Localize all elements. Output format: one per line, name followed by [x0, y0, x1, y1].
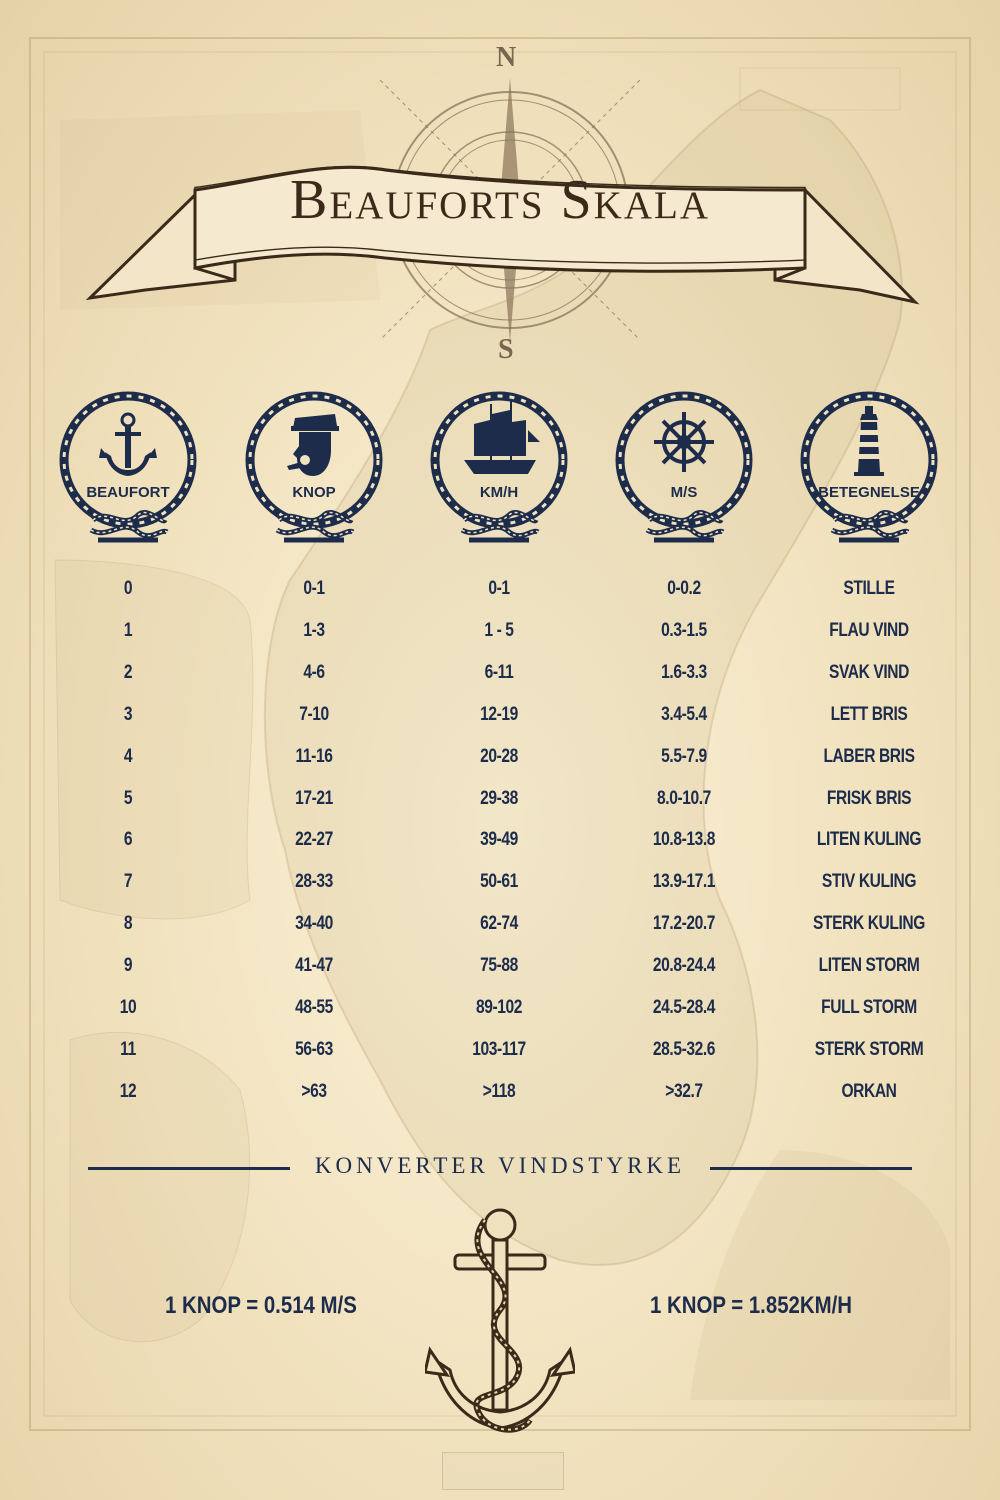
table-row — [0, 620, 1000, 660]
cell-kmh: 62-74 — [480, 913, 518, 935]
cell-knop: 56-63 — [295, 1038, 333, 1060]
cell-beaufort: 0 — [123, 578, 133, 599]
column-header-beaufort — [53, 380, 203, 560]
cell-knop: 0-1 — [303, 578, 325, 599]
lighthouse-icon — [794, 380, 944, 560]
cell-knop: 22-27 — [295, 829, 333, 851]
cell-beaufort: 10 — [119, 997, 137, 1018]
cell-betegnelse: STERK STORM — [814, 1038, 924, 1060]
cell-knop: 4-6 — [303, 661, 325, 683]
table-row — [0, 788, 1000, 828]
cell-knop: 7-10 — [299, 703, 329, 725]
column-header-betegnelse — [794, 380, 944, 560]
cell-knop: 1-3 — [303, 619, 325, 641]
table-row — [0, 662, 1000, 702]
column-header-label: BETEGNELSE — [818, 484, 920, 501]
cell-kmh: 89-102 — [475, 997, 523, 1018]
cell-ms: 13.9-17.1 — [652, 871, 716, 893]
cell-knop: 48-55 — [295, 997, 333, 1018]
cell-kmh: 103-117 — [472, 1038, 526, 1060]
archive-stamp — [442, 1452, 564, 1490]
cell-betegnelse: STIV KULING — [821, 871, 917, 893]
cell-beaufort: 4 — [123, 745, 133, 767]
cell-kmh: 1 - 5 — [484, 619, 514, 641]
cell-ms: 28.5-32.6 — [652, 1038, 716, 1060]
column-header-label: KM/H — [479, 484, 519, 501]
cell-kmh: 50-61 — [480, 871, 518, 893]
column-header-label: BEAUFORT — [86, 484, 170, 501]
cell-knop: 11-16 — [295, 745, 333, 767]
cell-beaufort: 9 — [123, 955, 133, 977]
cell-knop: 28-33 — [295, 871, 333, 893]
cell-beaufort: 1 — [123, 619, 133, 641]
table-row — [0, 578, 1000, 618]
compass-north-label: N — [496, 42, 517, 73]
conversion-title: KONVERTER VINDSTYRKE — [314, 1153, 686, 1178]
cell-ms: 24.5-28.4 — [652, 997, 716, 1018]
cell-betegnelse: SVAK VIND — [828, 661, 910, 683]
table-row — [0, 1081, 1000, 1121]
cell-kmh: >118 — [482, 1080, 516, 1102]
cell-ms: 5.5-7.9 — [661, 745, 707, 767]
table-row — [0, 1039, 1000, 1079]
cell-betegnelse: STILLE — [843, 578, 895, 599]
cell-ms: 3.4-5.4 — [661, 703, 707, 725]
cell-kmh: 75-88 — [480, 955, 518, 977]
cell-beaufort: 7 — [123, 871, 133, 893]
ship-wheel-icon — [609, 380, 759, 560]
compass-south-label: S — [498, 334, 514, 365]
cell-betegnelse: LABER BRIS — [823, 745, 915, 767]
cell-beaufort: 6 — [123, 829, 133, 851]
conversion-formula-kmh: 1 KNOP = 1.852KM/H — [650, 1292, 853, 1319]
cell-ms: 0.3-1.5 — [661, 619, 707, 641]
cell-ms: >32.7 — [665, 1080, 703, 1102]
cell-ms: 8.0-10.7 — [657, 787, 711, 809]
conversion-formula-ms: 1 KNOP = 0.514 M/S — [165, 1292, 357, 1319]
cell-beaufort: 11 — [120, 1038, 136, 1060]
cell-betegnelse: FLAU VIND — [829, 619, 909, 641]
cell-kmh: 0-1 — [488, 578, 510, 599]
cell-kmh: 39-49 — [480, 829, 518, 851]
table-row — [0, 955, 1000, 995]
cell-beaufort: 12 — [119, 1080, 137, 1102]
page-title: Beauforts Skala — [289, 169, 710, 231]
cell-ms: 10.8-13.8 — [652, 829, 716, 851]
cell-knop: >63 — [301, 1080, 327, 1102]
column-header-knop — [239, 380, 389, 560]
cell-betegnelse: STERK KULING — [813, 913, 925, 935]
ship-icon — [424, 380, 574, 560]
cell-betegnelse: FULL STORM — [821, 997, 917, 1018]
cell-beaufort: 2 — [123, 661, 133, 683]
rope-anchor-icon — [425, 1200, 575, 1450]
cell-knop: 17-21 — [295, 787, 333, 809]
cell-ms: 20.8-24.4 — [652, 955, 716, 977]
cell-betegnelse: LITEN KULING — [816, 829, 922, 851]
cell-knop: 41-47 — [295, 955, 333, 977]
column-header-km-h — [424, 380, 574, 560]
anchor-icon — [53, 380, 203, 560]
cell-ms: 1.6-3.3 — [661, 661, 707, 683]
cell-betegnelse: FRISK BRIS — [826, 787, 912, 809]
cell-kmh: 20-28 — [480, 745, 518, 767]
cell-kmh: 29-38 — [480, 787, 518, 809]
cell-ms: 0-0.2 — [667, 578, 701, 599]
table-row — [0, 997, 1000, 1037]
cell-kmh: 12-19 — [480, 703, 518, 725]
cell-ms: 17.2-20.7 — [652, 913, 716, 935]
table-row — [0, 913, 1000, 953]
sailor-icon — [239, 380, 389, 560]
table-row — [0, 704, 1000, 744]
cell-betegnelse: ORKAN — [841, 1080, 897, 1102]
cell-beaufort: 3 — [123, 703, 133, 725]
column-header-m-s — [609, 380, 759, 560]
cell-beaufort: 5 — [123, 787, 133, 809]
cell-betegnelse: LETT BRIS — [830, 703, 908, 725]
column-header-label: KNOP — [292, 484, 336, 501]
table-row — [0, 829, 1000, 869]
table-row — [0, 871, 1000, 911]
cell-kmh: 6-11 — [484, 661, 514, 683]
table-row — [0, 746, 1000, 786]
cell-beaufort: 8 — [123, 913, 133, 935]
cell-knop: 34-40 — [295, 913, 333, 935]
cell-betegnelse: LITEN STORM — [818, 955, 920, 977]
column-header-label: M/S — [670, 484, 698, 501]
